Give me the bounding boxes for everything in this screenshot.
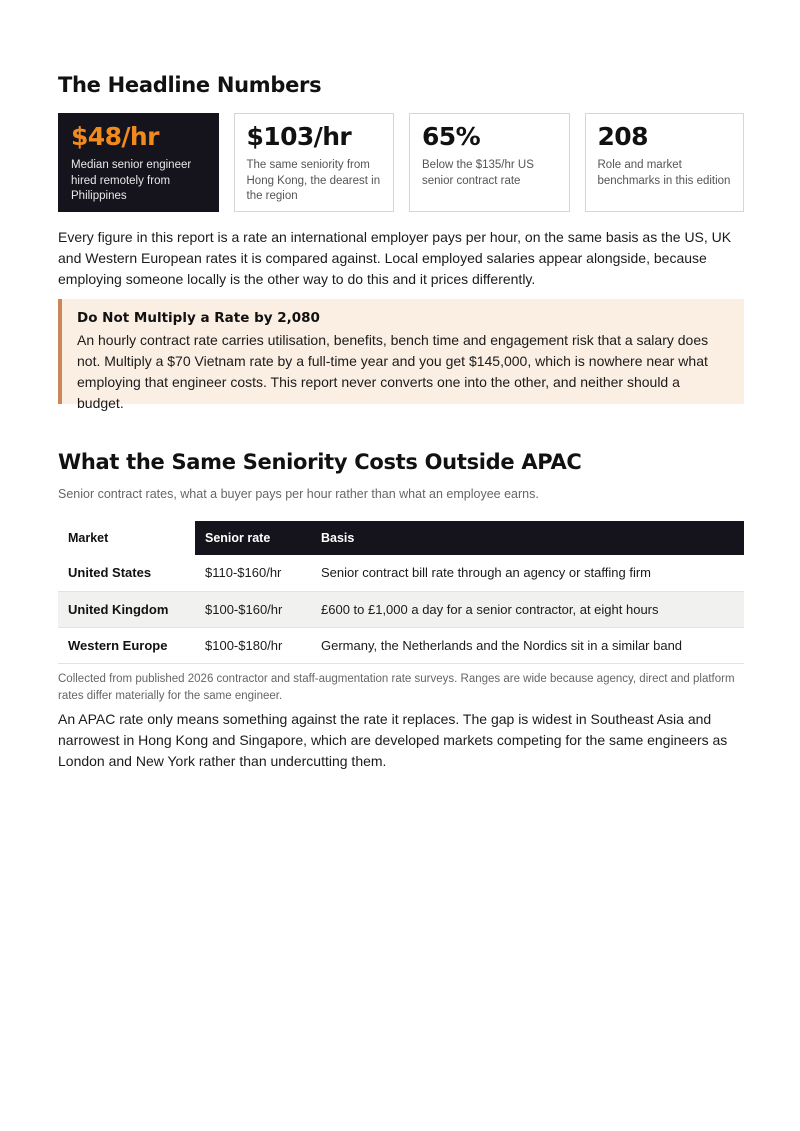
stat-value: 65% (422, 122, 481, 151)
stat-value: 208 (597, 122, 648, 151)
outside-apac-section-title: What the Same Seniority Costs Outside APAC (58, 450, 582, 474)
stat-card-benchmarks (585, 113, 745, 212)
closing-paragraph: An APAC rate only means something against the rate it replaces. The gap is widest in Southeast Asia and narrowest in Hong Kong and Singapore, which are developed markets competing for the same engineers as London and New York rather than undercutting them. (58, 711, 728, 769)
cell-market: United States (58, 555, 195, 591)
stat-value: $48/hr (71, 122, 159, 151)
table-source-note: Collected from published 2026 contractor and staff-augmentation rate surveys. Ranges are wide because agency, direct and platform rates differ materially for the same engineer. (58, 673, 735, 702)
section-subtitle: Senior contract rates, what a buyer pays per hour rather than what an employee earns. (58, 487, 539, 501)
column-header-basis: Basis (311, 521, 744, 555)
stat-card-hong-kong-rate (234, 113, 395, 212)
stat-value: $103/hr (246, 122, 352, 151)
table-row (58, 591, 744, 627)
cell-basis: Germany, the Netherlands and the Nordics sit in a similar band (311, 627, 744, 663)
cell-senior-rate: $110-$160/hr (195, 555, 311, 591)
table-header-row (58, 521, 744, 555)
table-row (58, 555, 744, 591)
table-row (58, 627, 744, 663)
cell-basis: £600 to £1,000 a day for a senior contractor, at eight hours (311, 591, 744, 627)
stat-description: The same seniority from Hong Kong, the dearest in the region (246, 159, 381, 202)
callout-title: Do Not Multiply a Rate by 2,080 (77, 310, 320, 326)
cell-market: Western Europe (58, 627, 195, 663)
stat-card-philippines-rate (58, 113, 219, 212)
cell-senior-rate: $100-$160/hr (195, 591, 311, 627)
cell-basis: Senior contract bill rate through an agency or staffing firm (311, 555, 744, 591)
stat-description: Below the $135/hr US senior contract rate (422, 159, 534, 187)
cell-market: United Kingdom (58, 591, 195, 627)
intro-paragraph: Every figure in this report is a rate an international employer pays per hour, on the same basis as the US, UK and Western European rates it is compared against. Local employed salaries appear alongside, because employing someone locally is the other way to do this and it prices differently. (58, 229, 732, 287)
callout-text: An hourly contract rate carries utilisation, benefits, bench time and engagement risk that a salary does not. Multiply a $70 Vietnam rate by a full-time year and you get $145,000, which is nowhere near what employing that engineer costs. This report never converts one into the other, and neither should a budget. (77, 332, 709, 411)
stat-card-discount (409, 113, 570, 212)
stat-description: Role and market benchmarks in this edition (597, 159, 731, 187)
rates-table (58, 521, 744, 664)
headline-cards (58, 113, 744, 212)
stat-description: Median senior engineer hired remotely from Philippines (71, 159, 192, 202)
column-header-market: Market (58, 521, 195, 555)
column-header-senior-rate: Senior rate (195, 521, 311, 555)
headline-section-title: The Headline Numbers (58, 73, 322, 97)
cell-senior-rate: $100-$180/hr (195, 627, 311, 663)
callout-box (58, 299, 744, 411)
